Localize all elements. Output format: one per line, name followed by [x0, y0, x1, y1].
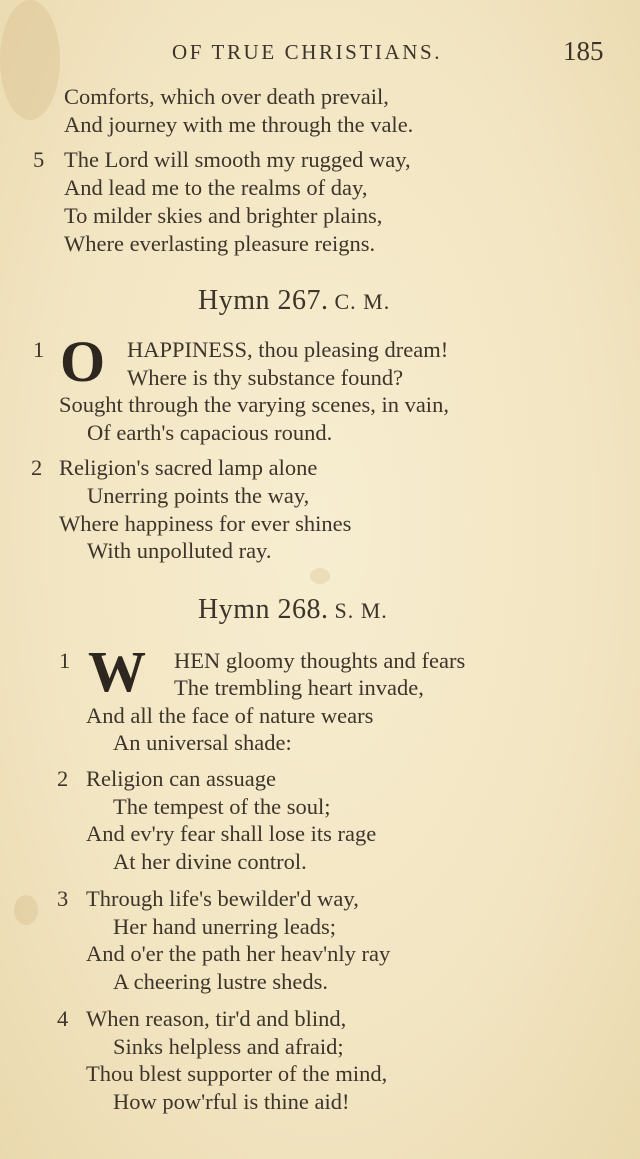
page-number: 185	[563, 36, 604, 66]
page-header	[0, 36, 640, 70]
verse-line: An universal shade:	[113, 730, 292, 755]
verse-line: Of earth's capacious round.	[87, 420, 333, 445]
verse-line: And all the face of nature wears	[86, 703, 374, 728]
verse-number: 4	[57, 1006, 69, 1031]
verse-number: 2	[57, 766, 69, 791]
running-title: OF TRUE CHRISTIANS.	[172, 40, 443, 64]
verse-line: Her hand unerring leads;	[113, 914, 337, 939]
hymn-meter: S. M.	[334, 598, 388, 623]
drop-cap: W	[88, 639, 146, 704]
verse-line: Unerring points the way,	[87, 483, 310, 508]
verse-number: 5	[33, 147, 45, 172]
verse-line: A cheering lustre sheds.	[113, 969, 328, 994]
verse-line: With unpolluted ray.	[87, 538, 272, 563]
verse-line: Religion's sacred lamp alone	[59, 455, 318, 480]
continuation-line: And journey with me through the vale.	[64, 112, 414, 137]
continuation-line: Comforts, which over death prevail,	[64, 84, 389, 109]
verse-line: At her divine control.	[113, 849, 307, 874]
verse-line: Religion can assuage	[86, 766, 276, 791]
verse-line: When reason, tir'd and blind,	[86, 1006, 347, 1031]
verse-line: And o'er the path her heav'nly ray	[86, 941, 391, 966]
paper-stain	[310, 568, 330, 584]
hymn-meter: C. M.	[334, 289, 391, 314]
verse-line: And lead me to the realms of day,	[64, 175, 368, 200]
verse-line: Where everlasting pleasure reigns.	[64, 231, 376, 256]
hymn-title	[198, 596, 388, 624]
hymn-title	[198, 287, 390, 315]
verse-line: And ev'ry fear shall lose its rage	[86, 821, 377, 846]
verse-number: 2	[31, 455, 43, 480]
verse-line: The trembling heart invade,	[174, 675, 424, 700]
verse-line: The tempest of the soul;	[113, 794, 331, 819]
drop-cap: O	[60, 329, 106, 394]
verse-line: To milder skies and brighter plains,	[64, 203, 383, 228]
verse-number: 1	[59, 648, 71, 673]
verse-line: HEN gloomy thoughts and fears	[174, 648, 466, 673]
verse-number: 1	[33, 337, 45, 362]
verse-line: Sinks helpless and afraid;	[113, 1034, 344, 1059]
verse-number: 3	[57, 886, 69, 911]
verse-line: The Lord will smooth my rugged way,	[64, 147, 411, 172]
verse-line: Where is thy substance found?	[127, 365, 404, 390]
hymn-number-title: Hymn 267.	[198, 285, 329, 316]
verse-line: HAPPINESS, thou pleasing dream!	[127, 337, 449, 362]
verse-line: Where happiness for ever shines	[59, 511, 352, 536]
verse-line: Thou blest supporter of the mind,	[86, 1061, 388, 1086]
verse-line: How pow'rful is thine aid!	[113, 1089, 350, 1114]
verse-line: Sought through the varying scenes, in vain,	[59, 392, 449, 417]
verse-line: Through life's bewilder'd way,	[86, 886, 359, 911]
paper-stain	[14, 895, 38, 925]
hymn-number-title: Hymn 268.	[198, 594, 329, 625]
